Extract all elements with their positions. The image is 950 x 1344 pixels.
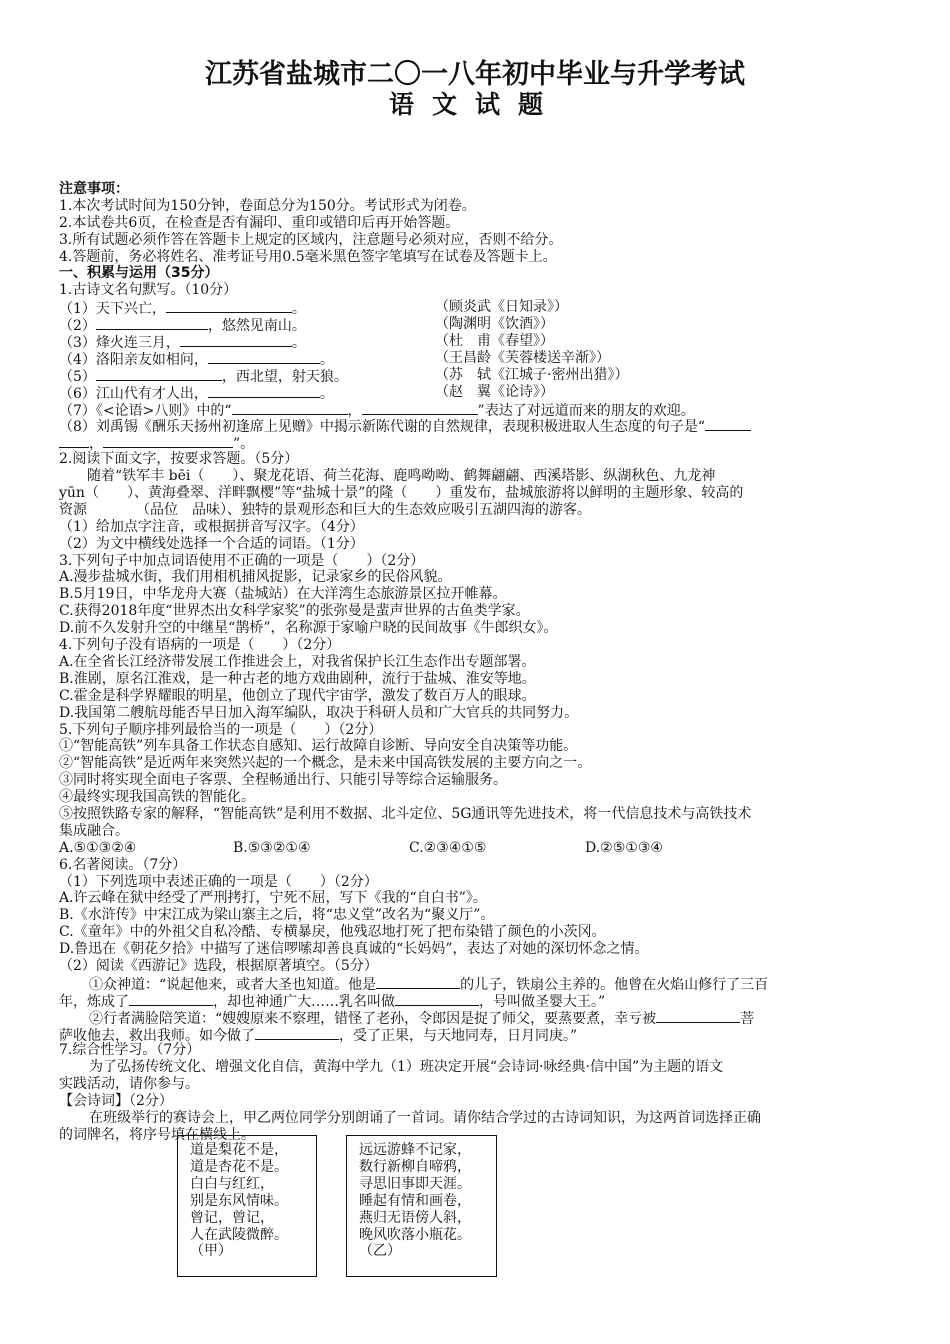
poem-line: 数行新柳自啼鸦， — [359, 1158, 471, 1175]
answer-blank[interactable] — [395, 992, 479, 1006]
sentence: 集成融合。 — [59, 822, 129, 839]
q7-task: 在班级举行的赛诗会上，甲乙两位同学分别朗诵了一首词。请你结合学过的古诗词知识，为这两首词选择正确 — [89, 1109, 761, 1126]
poem-source: （顾炎武《日知录》） — [435, 299, 568, 316]
option: B.淮剧，原名江淮戏，是一种古老的地方戏曲剧种，流行于盐城、淮安等地。 — [59, 670, 536, 687]
q6-passage: ②行者满脸陪笑道：“嫂嫂原来不察理，错怪了老孙，令郎因是捉了师父，要蒸要煮，幸亏被 菩 — [89, 1010, 755, 1027]
poem-line: 晚风吹落小瓶花。 — [359, 1226, 471, 1243]
q1-item: （8）刘禹锡《酬乐天扬州初逢席上见赠》中揭示新陈代谢的自然规律，表现积极进取人生态度的句子是“ — [59, 417, 895, 434]
q5-stem: 5.下列句子顺序排列最恰当的一项是（ ）（2分） — [59, 721, 383, 738]
option: D.鲁迅在《朝花夕拾》中描写了迷信啰嗦却善良真诚的“长妈妈”，表达了对她的深切怀念之情。 — [59, 941, 649, 958]
q6-stem: 6.名著阅读。（7分） — [59, 856, 187, 873]
poem-line: 别是东风情味。 — [190, 1192, 288, 1209]
q2-paragraph: 随着“铁军丰 bēi（ ）、聚龙花语、荷兰花海、鹿鸣呦呦、鹤舞翩翩、西溪塔影、纵湖秋色、九龙神 — [87, 468, 716, 485]
q2-paragraph: yūn（ ）、黄海叠翠、洋畔飘樱”等“盐城十景”的隆（ ）重发布，盐城旅游将以鲜明的主题形象、较高的 — [59, 485, 744, 502]
sentence: ①“智能高铁”列车具备工作状态自感知、运行故障自诊断、导向安全自决策等功能。 — [59, 738, 578, 755]
option: B.5月19日，中华龙舟大赛（盐城站）在大洋湾生态旅游景区拉开帷幕。 — [59, 586, 507, 603]
q1-item: （6）江山代有才人出， 。 （赵 翼《论诗》） — [59, 383, 554, 402]
answer-blank[interactable] — [96, 316, 208, 330]
answer-blank[interactable] — [362, 401, 478, 415]
q6-passage: 年，炼成了 ，却也神通广大……乳名叫做 ，号叫做圣婴大王。” — [59, 993, 606, 1010]
q7-stem: 7.综合性学习。（7分） — [59, 1042, 201, 1059]
answer-blank[interactable] — [376, 975, 460, 989]
answer-blank[interactable] — [208, 350, 320, 364]
q6-passage: 萨收他去，救出我师。如今做了 ，受了正果，与天地同寿，日月同庚。” — [59, 1027, 578, 1044]
poem-box-jia — [177, 1135, 317, 1277]
q2-sub: （1）给加点字注音，或根据拼音写汉字。（4分） — [59, 518, 364, 535]
q1-item: （1）天下兴亡， 。 （顾炎武《日知录》） — [59, 299, 568, 318]
sentence: ⑤按照铁路专家的解释，“智能高铁”是利用不数据、北斗定位、5G通讯等先进技术，将一代信息技术与高铁技术 — [59, 805, 752, 822]
option: A.许云峰在狱中经受了严刑拷打，宁死不屈，写下《我的“自白书”》。 — [59, 890, 487, 907]
q2-stem: 2.阅读下面文字，按要求答题。（5分） — [59, 451, 299, 468]
poem-line: 远远游蜂不记家， — [359, 1142, 471, 1158]
q3-stem: 3.下列句子中加点词语使用不正确的一项是（ ）（2分） — [59, 552, 425, 569]
poem-line: 人在武陵微醉。 — [190, 1226, 288, 1243]
answer-blank[interactable] — [166, 299, 292, 313]
option: C.霍金是科学界耀眼的明星，他创立了现代宇宙学，激发了数百万人的眼球。 — [59, 687, 536, 704]
q1-item: （3）烽火连三月， 。 （杜 甫《春望》） — [59, 333, 554, 352]
answer-blank[interactable] — [180, 333, 292, 347]
answer-blank[interactable] — [96, 367, 222, 381]
answer-blank[interactable] — [103, 434, 233, 448]
q7-intro: 实践活动，请你参与。 — [59, 1076, 199, 1093]
q1-item: （5） ，西北望，射天狼。 （苏 轼《江城子·密州出猎》） — [59, 366, 629, 385]
answer-blank[interactable] — [232, 401, 348, 415]
option: A.漫步盐城水街，我们用相机捕风捉影，记录家乡的民俗风貌。 — [59, 569, 452, 586]
poem-line: 白白与红红， — [190, 1175, 274, 1192]
answer-blank[interactable] — [59, 434, 89, 448]
section-heading: 一、积累与运用（35分） — [59, 265, 219, 282]
poem-line: 燕归无语傍人斜， — [359, 1209, 471, 1226]
q1-item: （7）《<论语>八则》中的“ ， ”表达了对远道而来的朋友的欢迎。 — [59, 402, 695, 419]
poem-source: （苏 轼《江城子·密州出猎》） — [435, 366, 629, 383]
option: D.前不久发射升空的中继星“鹊桥”，名称源于家喻户晓的民间故事《牛郎织女》。 — [59, 620, 558, 637]
poem-line: 道是杏花不是。 — [190, 1158, 288, 1175]
option: B.《水浒传》中宋江成为梁山寨主之后，将“忠义堂”改名为“聚义厅”。 — [59, 907, 495, 924]
q6-sub: （2）阅读《西游记》选段，根据原著填空。（5分） — [59, 957, 378, 974]
choice: A.⑤①③②④ — [59, 839, 137, 856]
poem-box-yi — [346, 1135, 497, 1277]
sentence: ②“智能高铁”是近两年来突然兴起的一个概念，是未来中国高铁发展的主要方向之一。 — [59, 755, 592, 772]
q1-item: （4）洛阳亲友如相问， 。 （王昌龄《芙蓉楼送辛渐》） — [59, 349, 610, 368]
poem-source: （陶渊明《饮酒》） — [435, 316, 554, 333]
poem-source: （杜 甫《春望》） — [435, 333, 554, 350]
q6-passage: ①众神道：“说起他来，或者大圣也知道。他是 的儿子，铁扇公主养的。他曾在火焰山修行了三百 — [89, 976, 769, 993]
poem-line: 寻思旧事即天涯。 — [359, 1175, 471, 1192]
poem-label: （乙） — [359, 1243, 401, 1260]
choice: D.②⑤①③④ — [585, 839, 663, 856]
poem-line: 曾记，曾记， — [190, 1209, 274, 1226]
q1-item: （2） ，悠然见南山。 （陶渊明《饮酒》） — [59, 316, 554, 335]
notice-item: 2.本试卷共6页，在检查是否有漏印、重印或错印后再开始答题。 — [59, 214, 460, 231]
q5-choices — [59, 840, 895, 857]
q2-sub: （2）为文中横线处选择一个合适的词语。（1分） — [59, 535, 364, 552]
q4-stem: 4.下列句子没有语病的一项是（ ）（2分） — [59, 637, 341, 654]
notice-item: 4.答题前，务必将姓名、准考证号用0.5毫米黑色签字笔填写在试卷及答题卡上。 — [59, 248, 557, 265]
exam-subject-title: 语文试题 — [388, 90, 561, 119]
sentence: ④最终实现我国高铁的智能化。 — [59, 789, 255, 806]
notice-item: 1.本次考试时间为150分钟，卷面总分为150分。考试形式为闭卷。 — [59, 197, 476, 214]
q1-stem: 1.古诗文名句默写。（10分） — [59, 282, 238, 299]
option: C.获得2018年度“世界杰出女科学家奖”的张弥曼是蜚声世界的古鱼类学家。 — [59, 603, 530, 620]
poem-source: （王昌龄《芙蓉楼送辛渐》） — [435, 349, 610, 366]
q7-task: 的词牌名，将序号填在横线上。 — [59, 1126, 255, 1143]
q7-intro: 为了弘扬传统文化、增强文化自信，黄海中学九（1）班决定开展“会诗词·咏经典·信中国”为主题的语文 — [89, 1059, 724, 1076]
answer-blank[interactable] — [129, 992, 213, 1006]
q2-paragraph: 资源 （品位 品味）、独特的景观形态和巨大的生态效应吸引五湖四海的游客。 — [59, 501, 591, 518]
poem-source: （赵 翼《论诗》） — [435, 383, 554, 400]
answer-blank[interactable] — [705, 417, 751, 431]
poem-line: 道是梨花不是， — [190, 1142, 288, 1158]
choice: B.⑤③②①④ — [233, 839, 311, 856]
choice: C.②③④①⑤ — [409, 839, 487, 856]
q7-sub-heading: 【会诗词】（2分） — [59, 1093, 173, 1110]
poem-line: 睡起有情和画卷， — [359, 1192, 471, 1209]
notice-item: 3.所有试题必须作答在答题卡上规定的区域内，注意题号必须对应，否则不给分。 — [59, 231, 563, 248]
exam-body — [59, 181, 895, 1144]
q1-item-cont: ， ”。 — [59, 434, 895, 451]
answer-blank[interactable] — [656, 1009, 740, 1023]
notice-heading: 注意事项： — [59, 181, 129, 197]
exam-title: 江苏省盐城市二〇一八年初中毕业与升学考试 — [205, 59, 745, 90]
poem-label: （甲） — [190, 1243, 232, 1260]
option: A.在全省长江经济带发展工作推进会上，对我省保护长江生态作出专题部署。 — [59, 653, 536, 670]
q6-sub: （1）下列选项中表述正确的一项是（ ）（2分） — [59, 873, 378, 890]
sentence: ③同时将实现全面电子客票、全程畅通出行、只能引导等综合运输服务。 — [59, 772, 507, 789]
option: C.《童年》中的外祖父自私冷酷、专横暴戾，他残忍地打死了把布染错了颜色的小茨冈。 — [59, 924, 606, 941]
answer-blank[interactable] — [208, 384, 320, 398]
option: D.我国第二艘航母能否早日加入海军编队，取决于科研人员和广大官兵的共同努力。 — [59, 704, 579, 721]
answer-blank[interactable] — [255, 1026, 339, 1040]
